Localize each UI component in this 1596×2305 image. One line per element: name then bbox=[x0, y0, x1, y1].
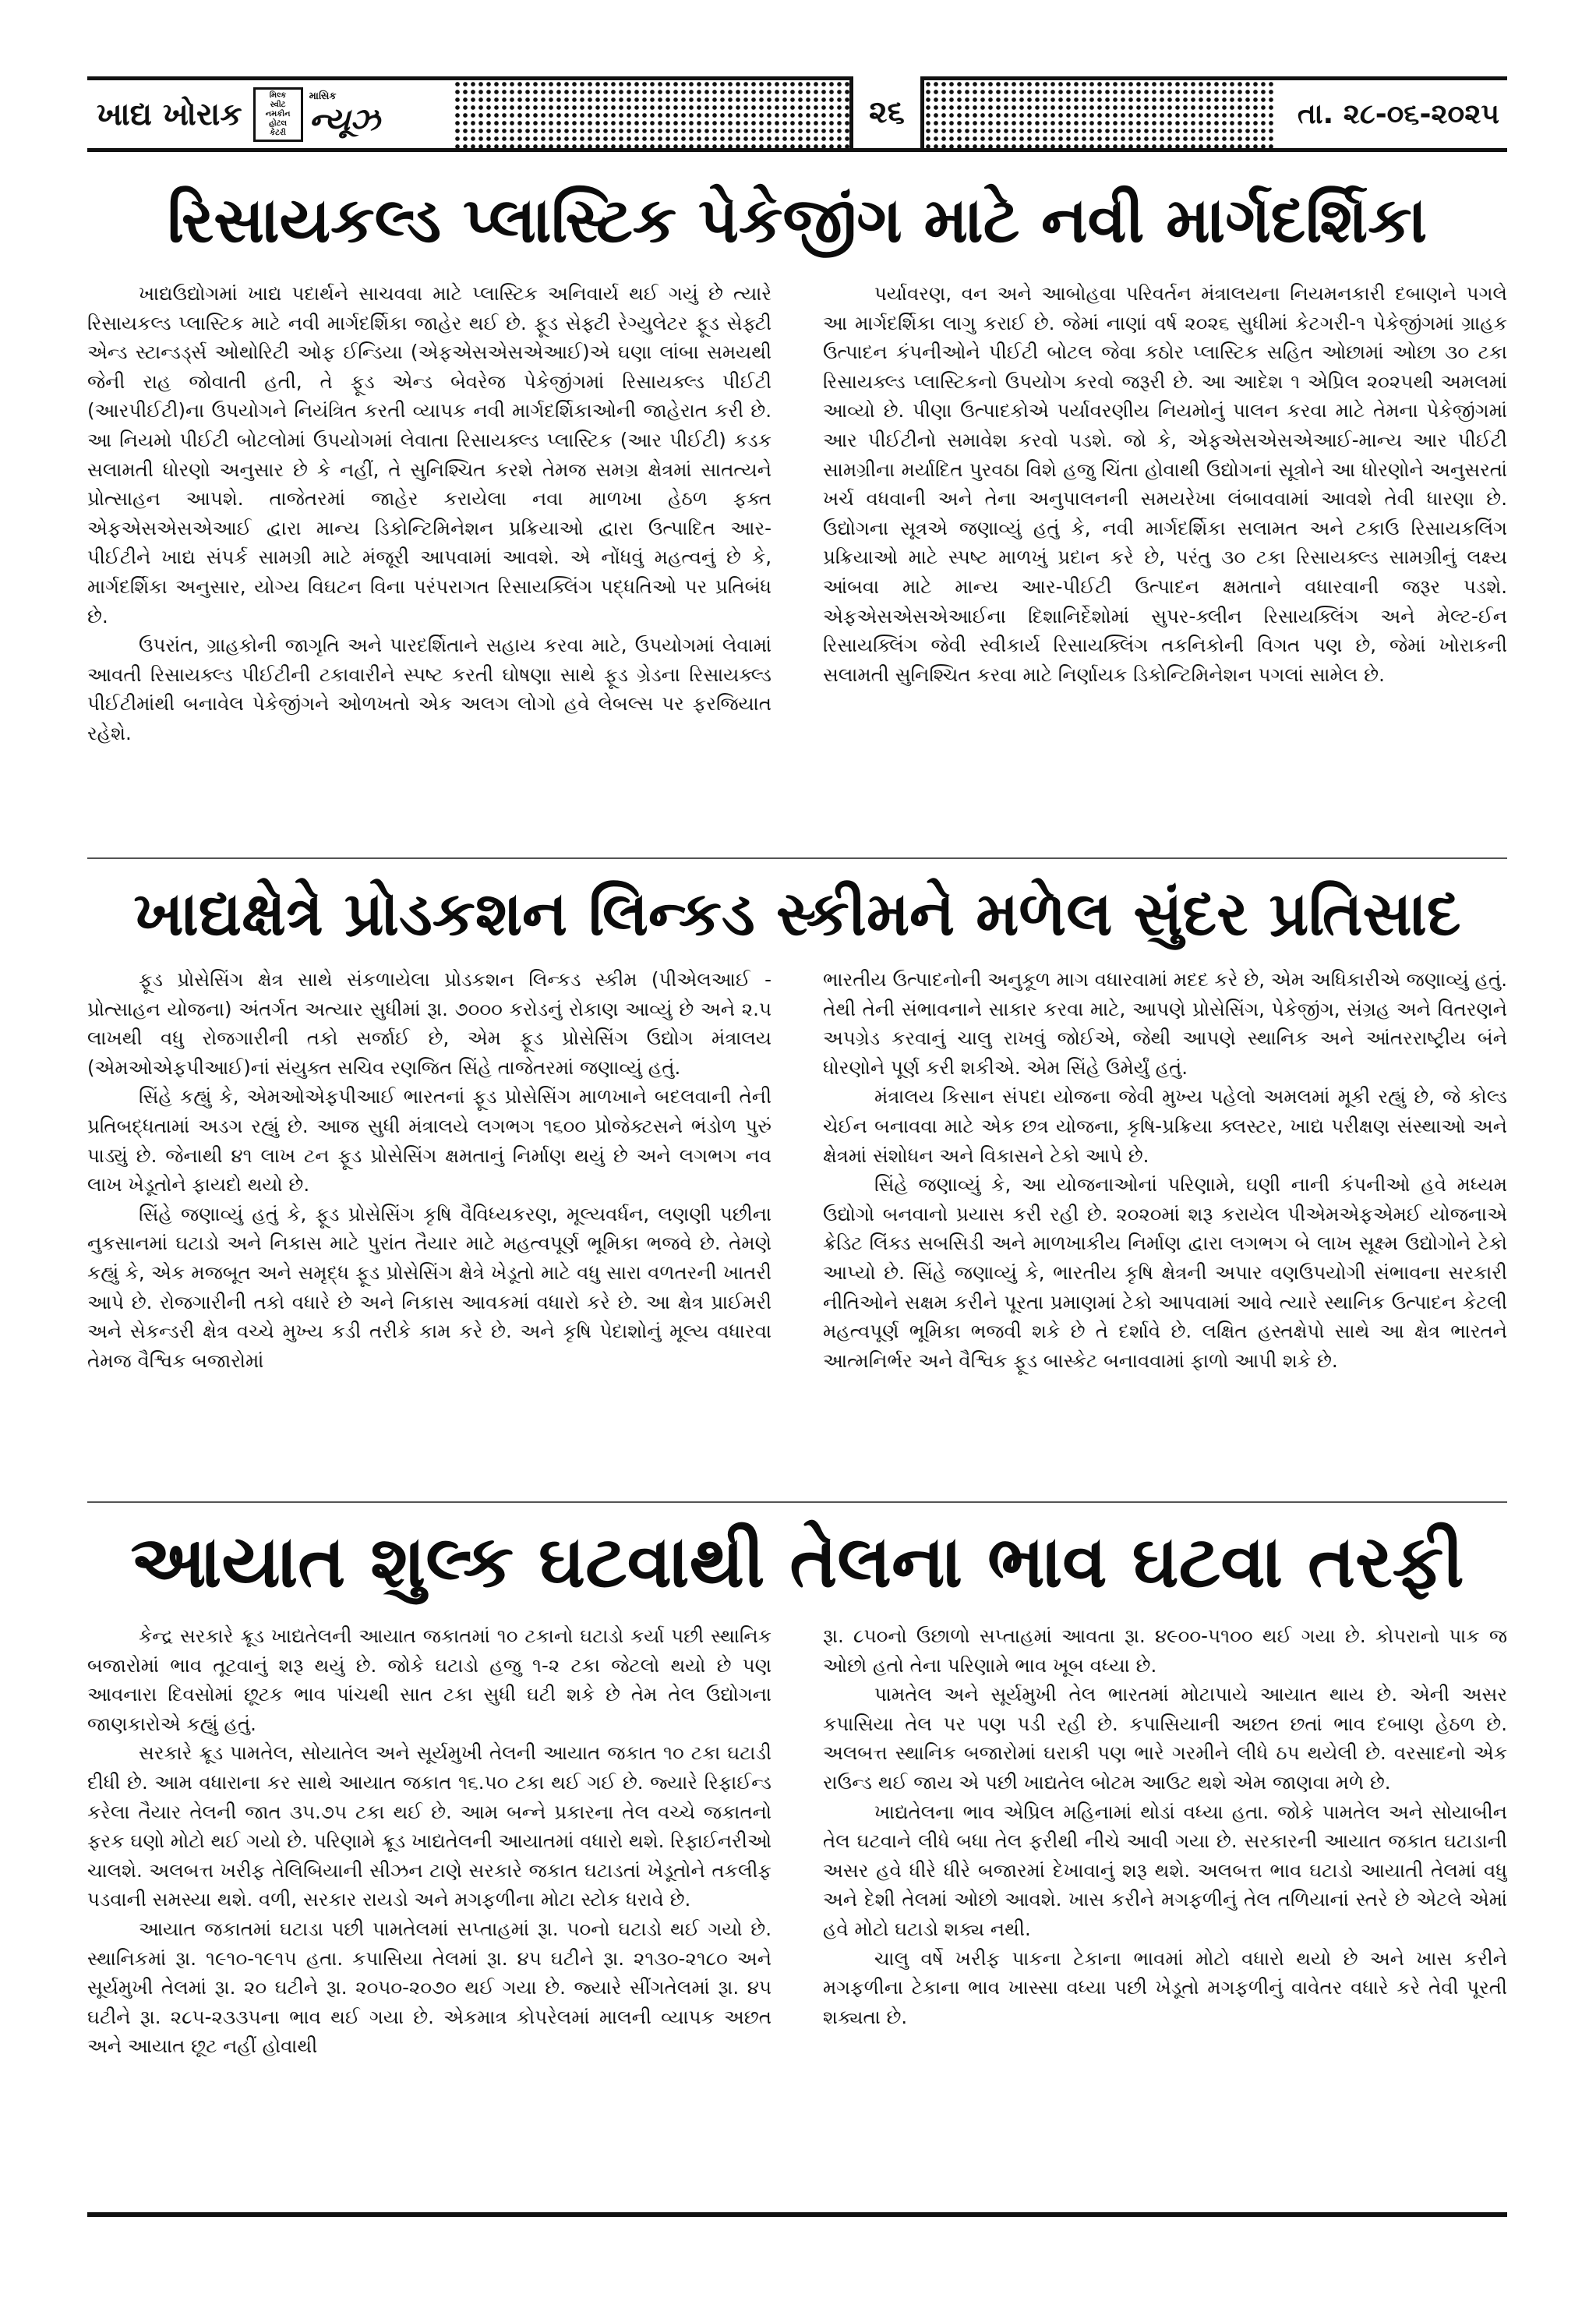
paragraph: ફૂડ પ્રોસેસિંગ ક્ષેત્ર સાથે સંકળાયેલા પ્રોડકશન લિન્કડ સ્કીમ (પીએલઆઈ - પ્રોત્સાહન યોજના) અંતર્ગત અત્યાર સુધીમાં રૂા. ૭૦૦૦ કરોડનું રોકાણ આવ્યું છે અને ૨.૫ લાખથી વધુ રોજગારીની તકો સર્જાઈ છે, એમ ફૂડ પ્રોસેસિંગ ઉદ્યોગ મંત્રાલય (એમઓએફપીઆઈ)નાં સંયુક્ત સચિવ રણજિત સિંહે તાજેતરમાં જણાવ્યું હતું. bbox=[87, 968, 772, 1079]
headline: રિસાયકલ્ડ પ્લાસ્ટિક પેકેજીંગ માટે નવી માર્ગદર્શિકા bbox=[167, 184, 1428, 256]
paragraph: કેન્દ્ર સરકારે ક્રૂડ ખાદ્યતેલની આયાત જકાતમાં ૧૦ ટકાનો ઘટાડો કર્યા પછી સ્થાનિક બજારોમાં ભાવ તૂટવાનું શરૂ થયું છે. જોકે ઘટાડો હજુ ૧-૨ ટકા જેટલો થયો છે પણ આવનારા દિવસોમાં છૂટક ભાવ પાંચથી સાત ટકા સુધી ઘટી શકે છે તેમ તેલ ઉદ્યોગના જાણકારોએ કહ્યું હતું. bbox=[87, 1624, 772, 1735]
column-left bbox=[87, 1621, 772, 2167]
paragraph: ઉપરાંત, ગ્રાહકોની જાગૃતિ અને પારદર્શિતાને સહાય કરવા માટે, ઉપયોગમાં લેવામાં આવતી રિસાયક્લ્ડ પીઈટીની ટકાવારીને સ્પષ્ટ કરતી ઘોષણા સાથે ફૂડ ગ્રેડના રિસાયક્લ્ડ પીઈટીમાંથી બનાવેલ પેકેજીંગને ઓળખતો એક અલગ લોગો હવે લેબલ્સ પર ફરજિયાત રહેશે. bbox=[87, 634, 772, 744]
brand-box-line: સ્વીટ bbox=[270, 100, 286, 109]
headline: આયાત શુલ્ક ઘટવાથી તેલના ભાવ ઘટવા તરફી bbox=[130, 1520, 1464, 1603]
column-left bbox=[87, 965, 772, 1494]
section-divider bbox=[87, 1501, 1507, 1503]
article-recycled-plastic bbox=[87, 170, 1507, 744]
brand-name-right-block bbox=[309, 91, 380, 138]
brand-box-line: હોટલ bbox=[269, 118, 288, 128]
column-right bbox=[823, 1621, 1507, 2167]
dot-pattern-right bbox=[924, 80, 1276, 148]
brand-logo-box bbox=[253, 87, 303, 142]
paragraph: સિંહે જણાવ્યું હતું કે, ફૂડ પ્રોસેસિંગ કૃષિ વૈવિધ્યકરણ, મૂલ્યવર્ધન, લણણી પછીના નુકસાનમાં ઘટાડો અને નિકાસ માટે પુરાંત તૈયાર માટે મહત્વપૂર્ણ ભૂમિકા ભજવે છે. તેમણે કહ્યું કે, એક મજબૂત અને સમૃદ્ધ ફૂડ પ્રોસેસિંગ ક્ષેત્રે ખેડૂતો માટે વધુ સારા વળતરની ખાતરી આપે છે. રોજગારીની તકો વધારે છે અને નિકાસ આવકમાં વધારો કરે છે. આ ક્ષેત્ર પ્રાઈમરી અને સેકન્ડરી ક્ષેત્ર વચ્ચે મુખ્ય કડી તરીકે કામ કરે છે. અને કૃષિ પેદાશોનું મૂલ્ય વધારવા તેમજ વૈશ્વિક બજારોમાં bbox=[87, 1202, 772, 1372]
paragraph: સિંહે કહ્યું કે, એમઓએફપીઆઈ ભારતનાં ફૂડ પ્રોસેસિંગ માળખાને બદલવાની તેની પ્રતિબદ્ધતામાં અડગ રહ્યું છે. આજ સુધી મંત્રાલયે લગભગ ૧૬૦૦ પ્રોજેક્ટસને ભંડોળ પુરું પાડ્યું છે. જેનાથી ૪૧ લાખ ટન ફૂડ પ્રોસેસિંગ ક્ષમતાનું નિર્માણ થયું છે અને લગભગ નવ લાખ ખેડૂતોને ફાયદો થયો છે. bbox=[87, 1085, 772, 1197]
article-columns bbox=[87, 1621, 1507, 2167]
paragraph: સરકારે ક્રૂડ પામતેલ, સોયાતેલ અને સૂર્યમુખી તેલની આયાત જકાત ૧૦ ટકા ઘટાડી દીધી છે. આમ વધારાના કર સાથે આયાત જકાત ૧૬.૫૦ ટકા થઈ ગઈ છે. જ્યારે રિફાઈન્ડ કરેલા તૈયાર તેલની જાત ૩૫.૭૫ ટકા થઈ છે. આમ બન્ને પ્રકારના તેલ વચ્ચે જકાતનો ફરક ઘણો મોટો થઈ ગયો છે. પરિણામે ક્રૂડ ખાદ્યતેલની આયાતમાં વધારો થશે. રિફાઈનરીઓ ચાલશે. અલબત્ત ખરીફ તેલિબિયાની સીઝન ટાણે સરકારે જકાત ઘટાડતાં ખેડૂતોને તકલીફ પડવાની સમસ્યા થશે. વળી, સરકાર રાયડો અને મગફળીના મોટા સ્ટોક ધરાવે છે. bbox=[87, 1741, 772, 1911]
paragraph: મંત્રાલય કિસાન સંપદા યોજના જેવી મુખ્ય પહેલો અમલમાં મૂકી રહ્યું છે, જે કોલ્ડ ચેઈન બનાવવા માટે એક છત્ર યોજના, કૃષિ-પ્રક્રિયા ક્લસ્ટર, ખાદ્ય પરીક્ષણ સંસ્થાઓ અને ક્ષેત્રમાં સંશોધન અને વિકાસને ટેકો આપે છે. bbox=[823, 1085, 1507, 1167]
issue-date: તા. ૨૮-૦૬-૨૦૨૫ bbox=[1297, 97, 1499, 130]
paragraph: પામતેલ અને સૂર્યમુખી તેલ ભારતમાં મોટાપાયે આયાત થાય છે. એની અસર કપાસિયા તેલ પર પણ પડી રહી છે. કપાસિયાની અછત છતાં ભાવ દબાણ હેઠળ છે. અલબત્ત સ્થાનિક બજારોમાં ઘરાકી પણ ભારે ગરમીને લીધે ઠપ થયેલી છે. વરસાદનો એક રાઉન્ડ થઈ જાય એ પછી ખાદ્યતેલ બોટમ આઉટ થશે એમ જાણવા મળે છે. bbox=[823, 1683, 1507, 1794]
paragraph: ચાલુ વર્ષે ખરીફ પાકના ટેકાના ભાવમાં મોટો વધારો થયો છે અને ખાસ કરીને મગફળીના ટેકાના ભાવ ખાસ્સા વધ્યા પછી ખેડૂતો મગફળીનું વાવેતર વધારે કરે તેવી પૂરતી શક્યતા છે. bbox=[823, 1946, 1507, 2028]
brand-box-line: મિલ્ક bbox=[269, 90, 287, 100]
paragraph: આયાત જકાતમાં ઘટાડા પછી પામતેલમાં સપ્તાહમાં રૂા. ૫૦નો ઘટાડો થઈ ગયો છે. સ્થાનિકમાં રૂા. ૧૯૧૦-૧૯૧૫ હતા. કપાસિયા તેલમાં રૂા. ૪૫ ઘટીને રૂા. ૨૧૩૦-૨૧૮૦ અને સૂર્યમુખી તેલમાં રૂા. ૨૦ ઘટીને રૂા. ૨૦૫૦-૨૦૭૦ થઈ ગયા છે. જ્યારે સીંગતેલમાં રૂા. ૪૫ ઘટીને રૂા. ૨૮૫-૨૩૩૫ના ભાવ થઈ ગયા છે. એકમાત્ર કોપરેલમાં માલની વ્યાપક અછત અને આયાત છૂટ નહીં હોવાથી bbox=[87, 1917, 772, 2058]
masthead-brand bbox=[87, 80, 454, 148]
brand-box-line: કેટરી bbox=[270, 128, 287, 137]
paragraph: ખાદ્યતેલના ભાવ એપ્રિલ મહિનામાં થોડાં વધ્યા હતા. જોકે પામતેલ અને સોયાબીન તેલ ઘટવાને લીધે બધા તેલ ફરીથી નીચે આવી ગયા છે. સરકારની આયાત જકાત ઘટાડાની અસર હવે ધીરે ધીરે બજારમાં દેખાવાનું શરૂ થશે. અલબત્ત ભાવ ઘટાડો આયાતી તેલમાં વધુ અને દેશી તેલમાં ઓછો આવશે. ખાસ કરીને મગફળીનું તેલ તળિયાનાં સ્તરે છે એટલે એમાં હવે મોટો ઘટાડો શક્ય નથી. bbox=[823, 1800, 1507, 1940]
dot-pattern-left bbox=[454, 80, 851, 148]
paragraph: રૂા. ૮૫૦નો ઉછાળો સપ્તાહમાં આવતા રૂા. ૪૯૦૦-૫૧૦૦ થઈ ગયા છે. કોપરાનો પાક જ ઓછો હતો તેના પરિણામે ભાવ ખૂબ વધ્યા છે. bbox=[823, 1624, 1507, 1677]
brand-monthly-label: માસિક bbox=[309, 90, 337, 102]
paragraph: પર્યાવરણ, વન અને આબોહવા પરિવર્તન મંત્રાલયના નિયમનકારી દબાણને પગલે આ માર્ગદર્શિકા લાગુ કરાઈ છે. જેમાં નાણાં વર્ષ ૨૦૨૬ સુધીમાં કેટગરી-૧ પેકેજીંગમાં ગ્રાહક ઉત્પાદન કંપનીઓને પીઈટી બોટલ જેવા કઠોર પ્લાસ્ટિક સહિત ઓછામાં ઓછા ૩૦ ટકા રિસાયક્લ્ડ પ્લાસ્ટિકનો ઉપયોગ કરવો જરૂરી છે. આ આદેશ ૧ એપ્રિલ ૨૦૨૫થી અમલમાં આવ્યો છે. પીણા ઉત્પાદકોએ પર્યાવરણીય નિયમોનું પાલન કરવા માટે તેમના પેકેજીંગમાં આર પીઈટીનો સમાવેશ કરવો પડશે. જો કે, એફએસએસએઆઈ-માન્ય આર પીઈટી સામગ્રીના મર્યાદિત પુરવઠા વિશે હજુ ચિંતા હોવાથી ઉદ્યોગનાં સૂત્રોને આ ધોરણોને અનુસરતાં ખર્ચ વધવાની અને તેના અનુપાલનની સમયરેખા લંબાવવામાં આવશે તેવી ધારણા છે. ઉદ્યોગના સૂત્રએ જણાવ્યું હતું કે, નવી માર્ગદર્શિકા સલામત અને ટકાઉ રિસાયકલિંગ પ્રક્રિયાઓ માટે સ્પષ્ટ માળખું પ્રદાન કરે છે, પરંતુ ૩૦ ટકા રિસાયક્લ્ડ સામગ્રીનું લક્ષ્ય આંબવા માટે માન્ય આર-પીઈટી ઉત્પાદન ક્ષમતાને વધારવાની જરૂર પડશે. એફએસએસએઆઈના દિશાનિર્દેશોમાં સુપર-ક્લીન રિસાયક્લિંગ અને મેલ્ટ-ઈન રિસાયક્લિંગ જેવી સ્વીકાર્ય રિસાયક્લિંગ તકનિકોની વિગત પણ છે, જેમાં ખોરાકની સલામતી સુનિશ્ચિત કરવા માટે નિર્ણાયક ડિકોન્ટિમિનેશન પગલાં સામેલ છે. bbox=[823, 282, 1507, 686]
brand-name-left: ખાદ્ય ખોરાક bbox=[97, 96, 242, 133]
page-bottom-rule bbox=[87, 2212, 1507, 2217]
brand-box-line: નમકીન bbox=[265, 109, 291, 118]
headline: ખાદ્યક્ષેત્રે પ્રોડકશન લિન્કડ સ્કીમને મળેલ સુંદર પ્રતિસાદ bbox=[133, 879, 1461, 949]
article-columns bbox=[87, 279, 1507, 842]
brand-name-right: ન્યૂઝ bbox=[309, 101, 380, 138]
column-right bbox=[823, 279, 1507, 842]
column-right bbox=[823, 965, 1507, 1494]
masthead-bottom-rule bbox=[87, 148, 1507, 152]
page-number: ૨૬ bbox=[849, 76, 924, 152]
paragraph: ખાદ્યઉદ્યોગમાં ખાદ્ય પદાર્થને સાચવવા માટે પ્લાસ્ટિક અનિવાર્ય થઈ ગયું છે ત્યારે રિસાયકલ્ડ પ્લાસ્ટિક માટે નવી માર્ગદર્શિકા જાહેર થઈ છે. ફૂડ સેફ્ટી રેગ્યુલેટર ફૂડ સેફ્ટી એન્ડ સ્ટાન્ડર્ડ્સ ઓથોરિટી ઓફ ઈન્ડિયા (એફએસએસએઆઈ)એ ઘણા લાંબા સમયથી જેની રાહ જોવાતી હતી, તે ફૂડ એન્ડ બેવરેજ પેકેજીંગમાં રિસાયક્લ્ડ પીઈટી (આરપીઈટી)ના ઉપયોગને નિયંત્રિત કરતી વ્યાપક નવી માર્ગદર્શિકાઓની જાહેરાત કરી છે. આ નિયમો પીઈટી બોટલોમાં ઉપયોગમાં લેવાતા રિસાયક્લ્ડ પ્લાસ્ટિક (આર પીઈટી) કડક સલામતી ધોરણો અનુસાર છે કે નહીં, તે સુનિશ્ચિત કરશે તેમજ સમગ્ર ક્ષેત્રમાં સાતત્યને પ્રોત્સાહન આપશે. તાજેતરમાં જાહેર કરાયેલા નવા માળખા હેઠળ ફક્ત એફએસએસએઆઈ દ્વારા માન્ય ડિકોન્ટિમિનેશન પ્રક્રિયાઓ દ્વારા ઉત્પાદિત આર-પીઈટીને ખાદ્ય સંપર્ક સામગ્રી માટે મંજૂરી આપવામાં આવશે. એ નોંધવું મહત્વનું છે કે, માર્ગદર્શિકા અનુસાર, યોગ્ય વિઘટન વિના પરંપરાગત રિસાયક્લિંગ પદ્ધતિઓ પર પ્રતિબંધ છે. bbox=[87, 282, 772, 628]
column-left bbox=[87, 279, 772, 842]
paragraph: સિંહે જણાવ્યું કે, આ યોજનાઓનાં પરિણામે, ઘણી નાની કંપનીઓ હવે મધ્યમ ઉદ્યોગો બનવાનો પ્રયાસ કરી રહી છે. ૨૦૨૦માં શરૂ કરાયેલ પીએમએફએમઈ યોજનાએ ક્રેડિટ લિંક્ડ સબસિડી અને માળખાકીય નિર્માણ દ્વારા લગભગ બે લાખ સૂક્ષ્મ ઉદ્યોગોને ટેકો આપ્યો છે. સિંહે જણાવ્યું કે, ભારતીય કૃષિ ક્ષેત્રની અપાર વણઉપયોગી સંભાવના સરકારી નીતિઓને સક્ષમ કરીને પૂરતા પ્રમાણમાં ટેકો આપવામાં આવે ત્યારે સ્થાનિક ઉત્પાદન કેટલી મહત્વપૂર્ણ ભૂમિકા ભજવી શકે છે તે દર્શાવે છે. લક્ષિત હસ્તક્ષેપો સાથે આ ક્ષેત્ર ભારતને આત્મનિર્ભર અને વૈશ્વિક ફૂડ બાસ્કેટ બનાવવામાં ફાળો આપી શકે છે. bbox=[823, 1173, 1507, 1372]
section-divider bbox=[87, 857, 1507, 859]
article-import-duty-oil bbox=[87, 1508, 1507, 2058]
paragraph: ભારતીય ઉત્પાદનોની અનુકૂળ માગ વધારવામાં મદદ કરે છે, એમ અધિકારીએ જણાવ્યું હતું. તેથી તેની સંભાવનાને સાકાર કરવા માટે, આપણે પ્રોસેસિંગ, પેકેજીંગ, સંગ્રહ અને વિતરણને અપગ્રેડ કરવાનું ચાલુ રાખવું જોઈએ, જેથી આપણે સ્થાનિક અને આંતરરાષ્ટ્રીય બંને ધોરણોને પૂર્ણ કરી શકીએ. એમ સિંહે ઉમેર્યું હતું. bbox=[823, 968, 1507, 1079]
article-pli-scheme bbox=[87, 864, 1507, 1372]
article-columns bbox=[87, 965, 1507, 1494]
masthead bbox=[87, 76, 1507, 154]
